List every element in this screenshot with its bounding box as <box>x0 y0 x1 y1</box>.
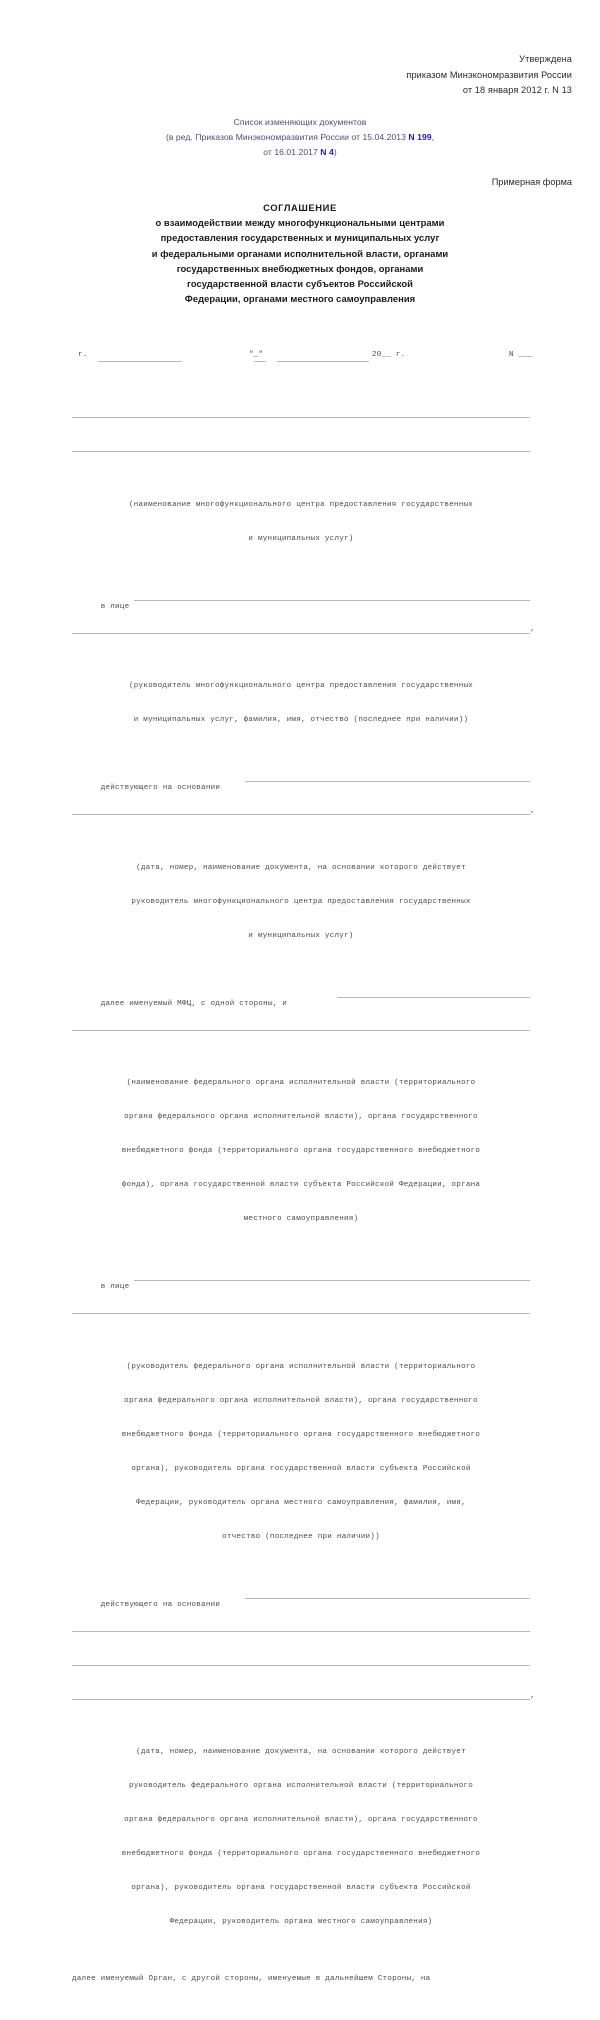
caption-basis-organ-line-1: (дата, номер, наименование документа, на основании которого действует <box>136 1748 466 1757</box>
revision-link-199[interactable]: N 199 <box>408 132 432 142</box>
hereinafter-mfc-row <box>72 987 530 1008</box>
caption-organ-head-line-1: (руководитель федерального органа исполнительной власти (территориального <box>126 1362 476 1371</box>
mfc-name-rule-2[interactable] <box>72 443 530 454</box>
fill-rule[interactable] <box>72 1631 530 1632</box>
day-fill-rule[interactable] <box>254 361 266 362</box>
title-line-3: и федеральными органами исполнительной власти, органами <box>151 247 449 259</box>
fill-rule[interactable] <box>72 1030 530 1031</box>
trailing-comma: , <box>530 1691 535 1700</box>
revision-note-line-2-suffix: , <box>431 132 435 142</box>
basis-mfc-rule-1[interactable] <box>72 806 535 817</box>
revision-note-title: Список изменяющих документов <box>233 117 367 127</box>
caption-organ-name-line-2: органа федерального органа исполнительной власти), органа государственного <box>124 1113 478 1122</box>
day-quotes-label: "_" <box>249 351 269 360</box>
trailing-comma: , <box>530 806 535 815</box>
caption-basis-mfc-line-1: (дата, номер, наименование документа, на основании которого действует <box>136 863 466 872</box>
caption-organ-name-line-5: местного самоуправления) <box>243 1215 359 1224</box>
caption-mfc-head-line-1: (руководитель многофункционального центра предоставления государственных <box>128 682 474 690</box>
revision-note-line-2-prefix: (в ред. Приказов Минэкономразвития России от 15.04.2013 <box>165 132 409 142</box>
approval-line-2: приказом Минэкономразвития России <box>406 69 572 80</box>
title-line-1: о взаимодействии между многофункциональными центрами <box>155 217 445 229</box>
in-person-row-2 <box>72 1271 530 1292</box>
fill-rule[interactable] <box>72 1313 530 1314</box>
in-person-label-2: в лице <box>100 1283 130 1292</box>
fill-rule[interactable] <box>72 1665 530 1666</box>
in-person-row-1 <box>72 590 530 611</box>
caption-organ-name-line-4: фонда), органа государственной власти субъекта Российской Федерации, органа <box>121 1181 481 1190</box>
sample-form-label: Примерная форма <box>491 177 572 187</box>
revision-note <box>0 115 600 160</box>
acting-on-basis-fill-rule-2[interactable] <box>245 1598 530 1599</box>
caption-mfc-name-line-1: (наименование многофункционального центра предоставления государственных <box>128 500 474 509</box>
acting-on-basis-label-1: действующего на основании <box>100 784 221 793</box>
month-fill-rule[interactable] <box>277 361 369 362</box>
approval-block <box>406 52 572 99</box>
acting-on-basis-label-2: действующего на основании <box>100 1600 221 1609</box>
organ-name-rule-1[interactable] <box>72 1021 530 1032</box>
caption-basis-mfc-line-3: и муниципальных услуг) <box>248 931 354 940</box>
city-label: г. <box>78 351 93 360</box>
fill-rule[interactable] <box>72 814 530 815</box>
fill-rule[interactable] <box>72 417 530 418</box>
hereinafter-organ-row: далее именуемый Орган, с другой стороны, именуемые в дальнейшем Стороны, на <box>72 1975 431 1984</box>
revision-note-line-3 <box>0 145 600 160</box>
mfc-head-rule-1[interactable] <box>72 624 535 635</box>
city-date-number-row <box>72 350 533 363</box>
fill-rule[interactable] <box>72 451 530 452</box>
caption-organ-head-line-4: органа), руководитель органа государственной власти субъекта Российской <box>131 1464 471 1473</box>
hereinafter-mfc-label: далее именуемый МФЦ, с одной стороны, и <box>100 999 288 1008</box>
in-person-fill-rule-2[interactable] <box>134 1280 530 1281</box>
caption-mfc-name-line-2: и муниципальных услуг) <box>248 534 354 543</box>
caption-basis-organ-line-3: органа федерального органа исполнительной власти), органа государственного <box>124 1816 478 1825</box>
caption-organ-head-line-6: отчество (последнее при наличии)) <box>222 1532 380 1541</box>
organ-head-rule-1[interactable] <box>72 1305 530 1316</box>
acting-on-basis-fill-rule-1[interactable] <box>245 781 530 782</box>
revision-link-4[interactable]: N 4 <box>320 147 334 157</box>
city-fill-rule[interactable] <box>98 361 182 362</box>
caption-basis-organ-line-2: руководитель федерального органа исполнительной власти (территориального <box>128 1782 474 1791</box>
title-line-6: Федерации, органами местного самоуправления <box>184 293 416 305</box>
caption-organ-head-line-5: Федерации, руководитель органа местного самоуправления, фамилия, имя, <box>136 1498 466 1507</box>
caption-organ-head-line-3: внебюджетного фонда (территориального органа государственного внебюджетного <box>121 1430 481 1439</box>
revision-note-line-2 <box>0 130 600 145</box>
caption-basis-mfc-line-2: руководитель многофункционального центра предоставления государственных <box>131 897 471 906</box>
in-person-fill-rule-1[interactable] <box>134 600 530 601</box>
mfc-name-rule-1[interactable] <box>72 409 530 420</box>
title-line-4: государственных внебюджетных фондов, органами <box>176 262 424 274</box>
document-title <box>0 200 600 306</box>
caption-organ-head-line-2: органа федерального органа исполнительной власти), органа государственного <box>124 1396 478 1405</box>
caption-basis-organ-line-6: Федерации, руководитель органа местного самоуправления) <box>169 1918 433 1927</box>
basis-organ-rule-3[interactable] <box>72 1691 535 1702</box>
title-line-2: предоставления государственных и муниципальных услуг <box>160 232 440 244</box>
trailing-comma: , <box>530 625 535 634</box>
in-person-label-1: в лице <box>100 602 130 611</box>
fill-rule[interactable] <box>72 1699 530 1700</box>
basis-organ-rule-1[interactable] <box>72 1623 530 1634</box>
approval-line-3: от 18 января 2012 г. N 13 <box>462 85 572 95</box>
organ-name-fill-rule[interactable] <box>337 997 530 998</box>
caption-mfc-head-line-2: и муниципальных услуг, фамилия, имя, отчество (последнее при наличии)) <box>133 716 469 725</box>
title-heading: СОГЛАШЕНИЕ <box>263 202 337 213</box>
agreement-number-label: N ___ <box>509 351 533 360</box>
caption-organ-name-line-1: (наименование федерального органа исполнительной власти (территориального <box>126 1079 476 1088</box>
approval-line-1: Утверждена <box>519 54 572 64</box>
acting-on-basis-row-1 <box>72 772 530 793</box>
caption-basis-organ-line-4: внебюджетного фонда (территориального органа государственного внебюджетного <box>121 1850 481 1859</box>
revision-note-line-3-prefix: от 16.01.2017 <box>263 147 321 157</box>
fill-rule[interactable] <box>72 633 530 634</box>
caption-basis-organ-line-5: органа), руководитель органа государственной власти субъекта Российской <box>131 1884 471 1893</box>
caption-organ-name-line-3: внебюджетного фонда (территориального органа государственного внебюджетного <box>121 1147 481 1156</box>
basis-organ-rule-2[interactable] <box>72 1657 530 1668</box>
title-line-5: государственной власти субъектов Российской <box>187 278 413 290</box>
form-body <box>72 305 535 2020</box>
acting-on-basis-row-2 <box>72 1589 530 1609</box>
year-label: 20__ г. <box>372 351 406 360</box>
revision-note-line-3-suffix: ) <box>333 147 337 157</box>
